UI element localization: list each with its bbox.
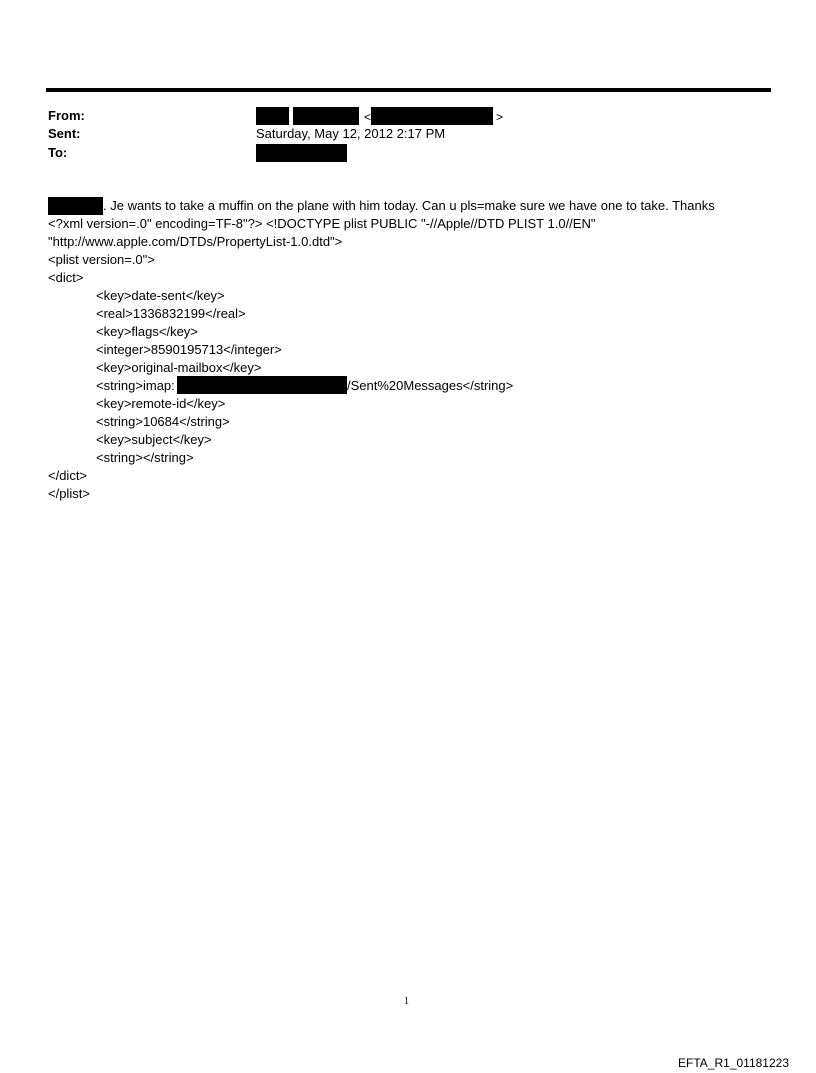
sent-value: Saturday, May 12, 2012 2:17 PM [256,126,446,141]
redaction-to [256,144,347,162]
key-remote-id-line: <key>remote-id</key> [96,396,226,411]
string-empty-line: <string></string> [96,450,194,465]
from-label: From: [48,108,85,123]
email-close-bracket: > [496,110,504,124]
xml-declaration-line: <?xml version=.0" encoding=TF-8"?> <!DOCTYPE plist PUBLIC "-//Apple//DTD PLIST 1.0//EN" [48,216,596,231]
redaction-recipient-name [48,197,103,215]
real-value-line: <real>1336832199</real> [96,306,246,321]
key-original-mailbox-line: <key>original-mailbox</key> [96,360,262,375]
dict-close-line: </dict> [48,468,88,483]
imap-prefix: <string>imap: [96,378,175,393]
email-open-bracket: < [364,110,372,124]
page-number: 1 [404,996,409,1007]
key-subject-line: <key>subject</key> [96,432,212,447]
dtd-url-line: "http://www.apple.com/DTDs/PropertyList-1.0.dtd"> [48,234,343,249]
message-text: . Je wants to take a muffin on the plane with him today. Can u pls=make sure we have one to take. Thanks [103,198,715,213]
integer-value-line: <integer>8590195713</integer> [96,342,282,357]
redaction-from-first-name [256,107,289,125]
header-rule [46,88,771,92]
dict-open-line: <dict> [48,270,84,285]
key-date-sent-line: <key>date-sent</key> [96,288,225,303]
redaction-from-last-name [293,107,359,125]
imap-suffix: /Sent%20Messages</string> [347,378,514,393]
sent-label: Sent: [48,126,81,141]
string-remote-id-line: <string>10684</string> [96,414,230,429]
redaction-from-email [371,107,493,125]
to-label: To: [48,145,68,160]
plist-open-line: <plist version=.0"> [48,252,155,267]
key-flags-line: <key>flags</key> [96,324,198,339]
redaction-imap-address [177,376,347,394]
plist-close-line: </plist> [48,486,90,501]
bates-number: EFTA_R1_01181223 [678,1056,789,1070]
